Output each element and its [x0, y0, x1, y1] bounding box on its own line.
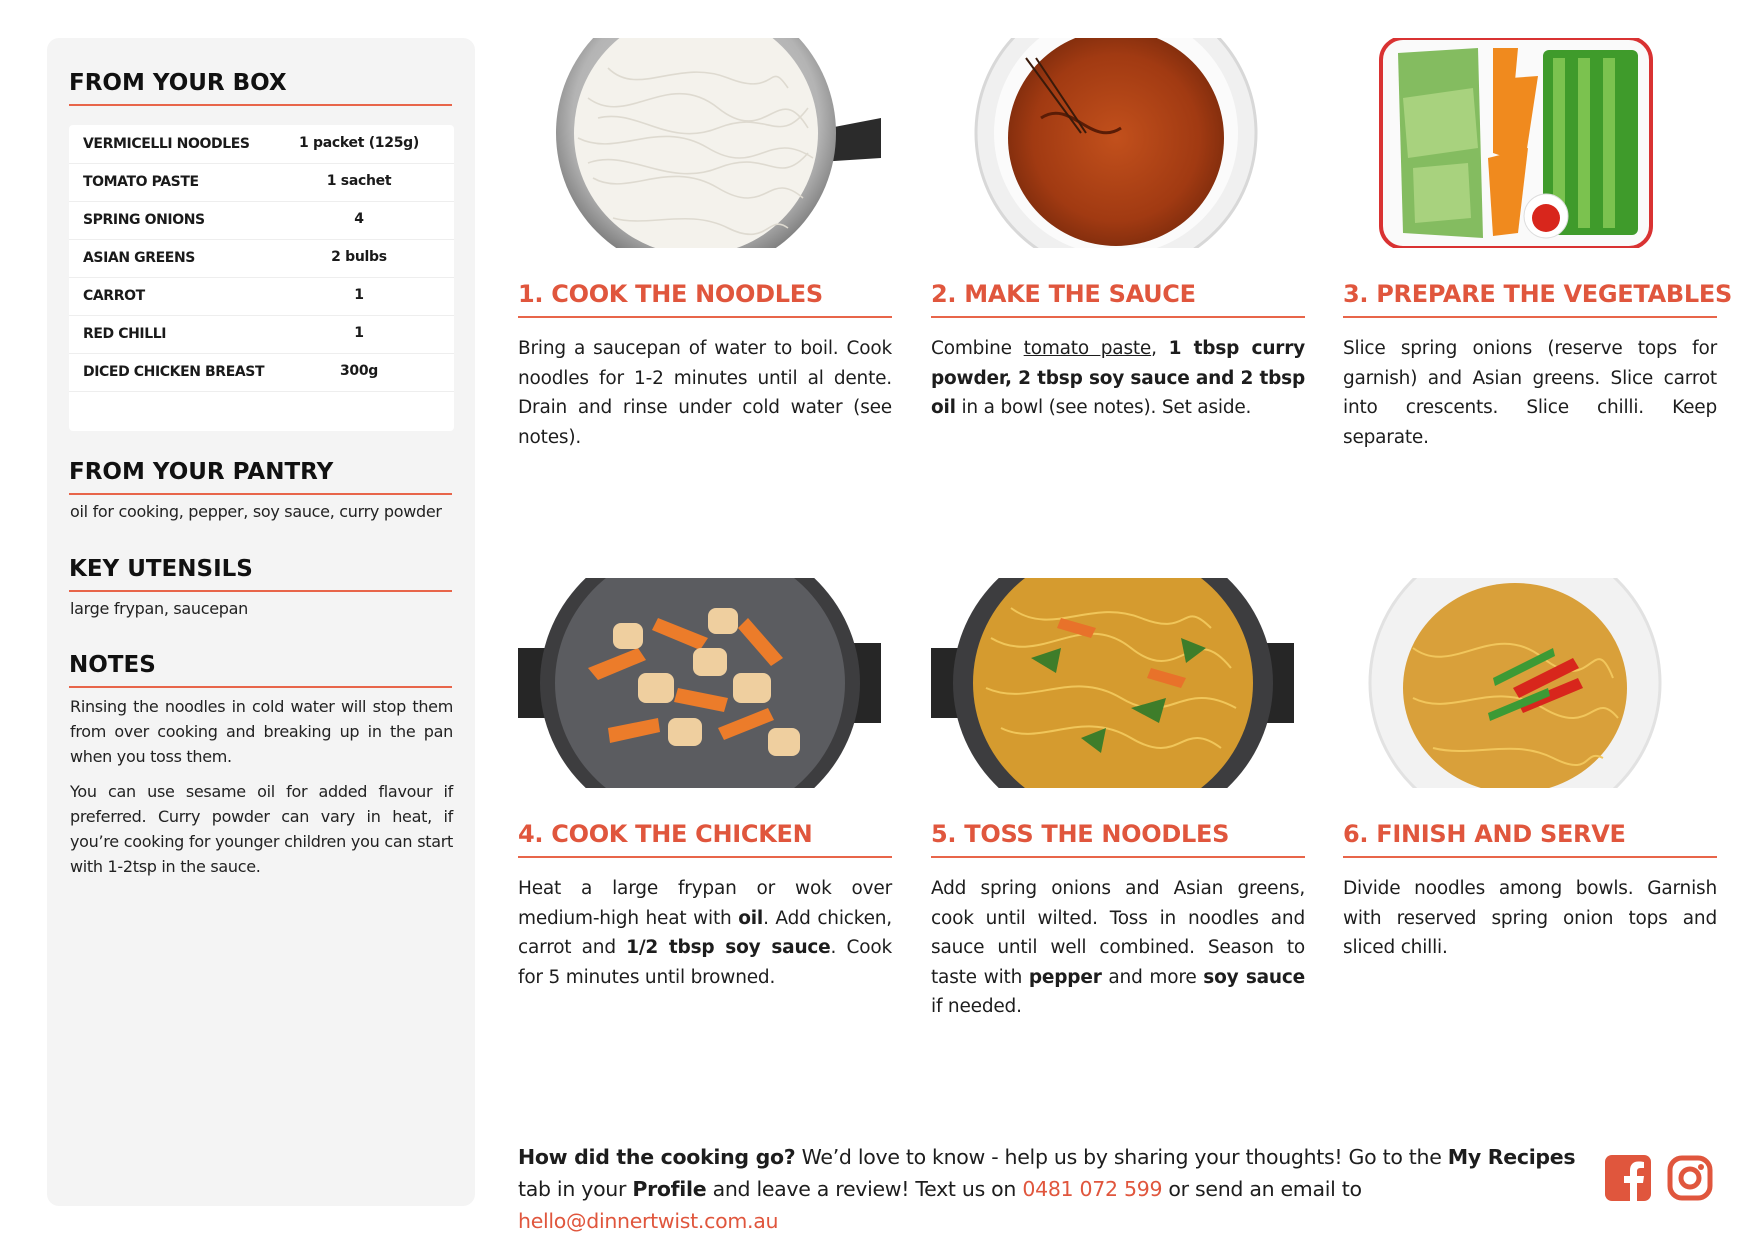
step-1-text	[518, 334, 892, 452]
box-ingredients-table	[69, 125, 454, 431]
step-1-photo	[518, 38, 881, 248]
step-text-underlined: tomato paste	[1023, 338, 1152, 359]
step-text-segment: Bring a saucepan of water to boil. Cook noodles for 1-2 minutes until al dente. Drain and rinse under cold water (see notes).	[518, 338, 892, 448]
step-text-bold: pepper	[1028, 966, 1102, 988]
step-text-bold: 1/2 tbsp soy sauce	[626, 937, 831, 958]
step-text-segment: . Add chicken, carrot and	[518, 907, 892, 958]
footer-text: and leave a review! Text us on	[706, 1177, 1023, 1201]
step-5-title: 5. TOSS THE NOODLES	[931, 818, 1305, 858]
table-row-empty	[69, 391, 454, 429]
ingredient-name: RED CHILLI	[83, 326, 167, 342]
step-text-bold: oil	[738, 907, 764, 929]
step-text-segment: in a bowl (see notes). Set aside.	[955, 397, 1252, 418]
ingredient-qty: 1 sachet	[326, 173, 392, 189]
step-5-photo	[931, 578, 1294, 788]
table-row	[69, 277, 454, 316]
footer-text: or send an email to	[1162, 1177, 1362, 1201]
step-6-text	[1343, 874, 1717, 963]
ingredient-name: VERMICELLI NOODLES	[83, 136, 250, 152]
step-4-title: 4. COOK THE CHICKEN	[518, 818, 892, 858]
step-6-photo	[1343, 578, 1706, 788]
ingredient-qty: 1	[354, 325, 364, 341]
notes-heading: NOTES	[69, 650, 452, 688]
my-recipes-label: My Recipes	[1447, 1145, 1576, 1169]
note-paragraph: Rinsing the noodles in cold water will stop them from over cooking and breaking up in the pan when you toss them.	[70, 697, 453, 766]
from-your-box-heading: FROM YOUR BOX	[69, 68, 452, 106]
step-text-bold: soy sauce	[1203, 966, 1305, 988]
ingredient-qty: 2 bulbs	[331, 249, 387, 265]
ingredients-sidebar	[47, 38, 475, 1206]
ingredient-name: TOMATO PASTE	[83, 174, 199, 190]
step-text-segment: . Cook for 5 minutes until browned.	[518, 937, 892, 988]
table-row	[69, 239, 454, 278]
table-row	[69, 163, 454, 202]
note-paragraph: You can use sesame oil for added flavour if preferred. Curry powder can vary in heat, if you’re cooking for younger children you can start with 1-2tsp in the sauce.	[70, 782, 453, 876]
step-2-photo	[931, 38, 1294, 248]
step-text-segment: Slice spring onions (reserve tops for garnish) and Asian greens. Slice carrot into crescents. Slice chilli. Keep separate.	[1343, 338, 1717, 448]
phone-link[interactable]: 0481 072 599	[1022, 1177, 1163, 1201]
step-text-bold: 1 tbsp curry powder, 2 tbsp soy sauce and 2 tbsp oil	[931, 338, 1305, 418]
step-text-segment: if needed.	[931, 996, 1022, 1017]
step-text-segment: Add spring onions and Asian greens, cook until wilted. Toss in noodles and sauce until well combined. Season to taste with	[931, 878, 1305, 988]
profile-label: Profile	[632, 1177, 707, 1201]
table-row	[69, 125, 454, 164]
pantry-text: oil for cooking, pepper, soy sauce, curry powder	[70, 502, 442, 521]
email-link[interactable]: hello@dinnertwist.com.au	[518, 1209, 779, 1233]
feedback-footer	[518, 1141, 1578, 1237]
step-text-segment: Combine	[931, 338, 1024, 359]
step-text-segment: and more	[1101, 966, 1204, 988]
step-4-photo	[518, 578, 881, 788]
utensils-text: large frypan, saucepan	[70, 599, 249, 618]
footer-text: We’d love to know - help us by sharing your thoughts! Go to the	[795, 1145, 1448, 1169]
step-3-text	[1343, 334, 1717, 452]
from-your-pantry-heading: FROM YOUR PANTRY	[69, 457, 452, 495]
step-6-title: 6. FINISH AND SERVE	[1343, 818, 1717, 858]
step-5-text	[931, 874, 1305, 1022]
ingredient-name: CARROT	[83, 288, 145, 304]
ingredient-qty: 1 packet (125g)	[299, 135, 419, 151]
step-text-segment: Divide noodles among bowls. Garnish with reserved spring onion tops and sliced chilli.	[1343, 878, 1717, 958]
table-row	[69, 315, 454, 354]
table-row	[69, 201, 454, 240]
step-text-segment: ,	[1151, 338, 1169, 359]
ingredient-name: SPRING ONIONS	[83, 212, 205, 228]
ingredient-qty: 1	[354, 287, 364, 303]
footer-text: tab in your	[518, 1177, 633, 1201]
instagram-icon[interactable]	[1667, 1155, 1713, 1201]
step-1-title: 1. COOK THE NOODLES	[518, 278, 892, 318]
ingredient-name: ASIAN GREENS	[83, 250, 195, 266]
step-4-text	[518, 874, 892, 992]
ingredient-name: DICED CHICKEN BREAST	[83, 364, 265, 380]
step-2-text	[931, 334, 1305, 423]
ingredient-qty: 300g	[339, 363, 379, 379]
footer-question: How did the cooking go?	[518, 1145, 796, 1169]
key-utensils-heading: KEY UTENSILS	[69, 554, 452, 592]
ingredient-qty: 4	[354, 211, 364, 227]
step-3-photo	[1343, 38, 1706, 248]
table-row	[69, 353, 454, 392]
step-text-segment: Heat a large frypan or wok over medium-high heat with	[518, 878, 892, 929]
step-3-title: 3. PREPARE THE VEGETABLES	[1343, 278, 1717, 318]
facebook-icon[interactable]	[1605, 1155, 1651, 1201]
step-2-title: 2. MAKE THE SAUCE	[931, 278, 1305, 318]
